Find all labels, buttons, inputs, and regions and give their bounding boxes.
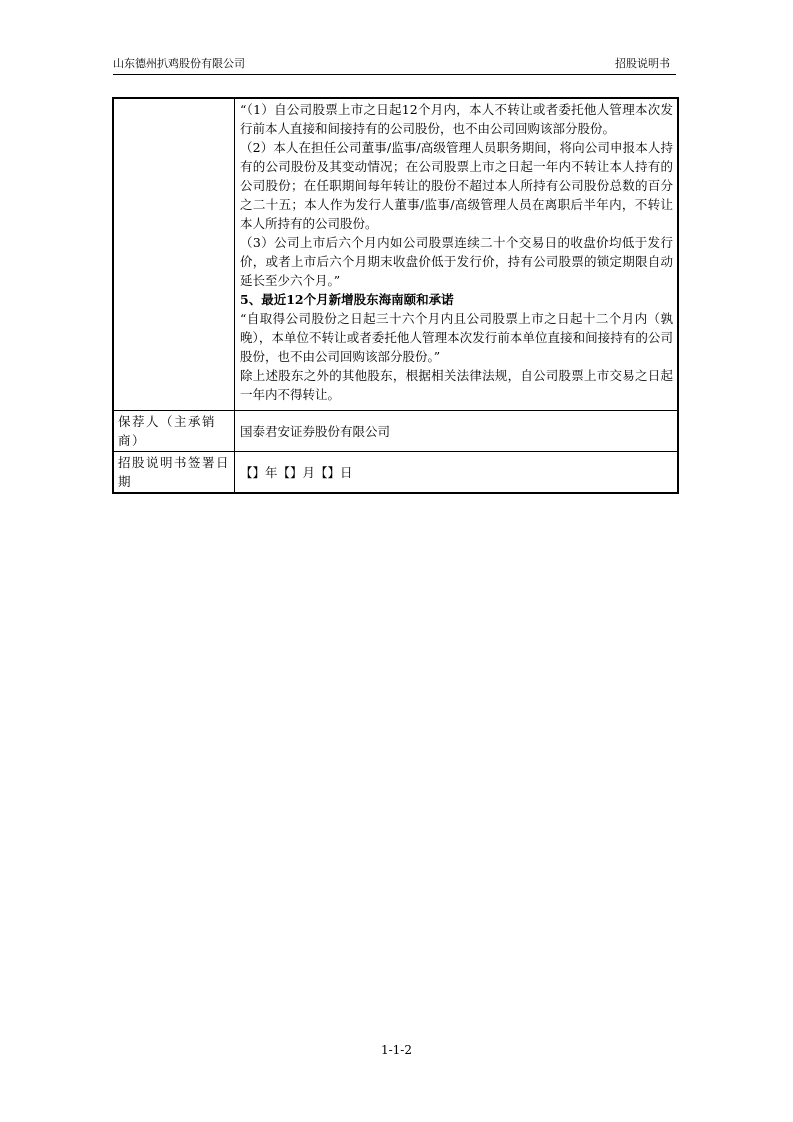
sign-date-label: 招股说明书签署日期 bbox=[114, 452, 235, 493]
commitment-paragraph-1: “（1）自公司股票上市之日起12个月内，本人不转让或者委托他人管理本次发行前本人直接和间接持有的公司股份，也不由公司回购该部分股份。 bbox=[240, 102, 673, 136]
table-row-lockup-commitments bbox=[114, 99, 678, 411]
commitment-paragraph-4: “自取得公司股份之日起三十六个月内且公司股票上市之日起十二个月内（孰晚），本单位不转让或者委托他人管理本次发行前本单位直接和间接持有的公司股份，也不由公司回购该部分股份。” bbox=[240, 311, 673, 364]
section-heading-new-shareholder: 5、最近12个月新增股东海南颐和承诺 bbox=[240, 292, 454, 307]
table-row-sponsor bbox=[114, 411, 678, 452]
table-label-empty bbox=[114, 99, 235, 411]
commitment-paragraph-5: 除上述股东之外的其他股东，根据相关法律法规，自公司股票上市交易之日起一年内不得转让。 bbox=[240, 368, 673, 402]
sponsor-label: 保荐人（主承销商） bbox=[114, 411, 235, 452]
sponsor-value: 国泰君安证券股份有限公司 bbox=[235, 411, 678, 452]
table-row-sign-date bbox=[114, 452, 678, 493]
sign-date-value: 【】年【】月【】日 bbox=[235, 452, 678, 493]
info-table bbox=[112, 97, 679, 494]
company-name: 山东德州扒鸡股份有限公司 bbox=[113, 57, 245, 70]
commitment-paragraph-2: （2）本人在担任公司董事/监事/高级管理人员职务期间，将向公司申报本人持有的公司股份及其变动情况；在公司股票上市之日起一年内不转让本人持有的公司股份；在任职期间每年转让的股份不超过本人所持有公司股份总数的百分之二十五；本人作为发行人董事/监事/高级管理人员在离职后半年内，不转让本人所持有的公司股份。 bbox=[240, 140, 673, 231]
commitment-paragraph-3: （3）公司上市后六个月内如公司股票连续二十个交易日的收盘价均低于发行价，或者上市后六个月期末收盘价低于发行价，持有公司股票的锁定期限自动延长至少六个月。” bbox=[240, 235, 673, 288]
document-type: 招股说明书 bbox=[615, 57, 670, 70]
page-header bbox=[113, 56, 676, 75]
lockup-commitments-content bbox=[235, 99, 678, 411]
page-number: 1-1-2 bbox=[380, 1043, 412, 1057]
